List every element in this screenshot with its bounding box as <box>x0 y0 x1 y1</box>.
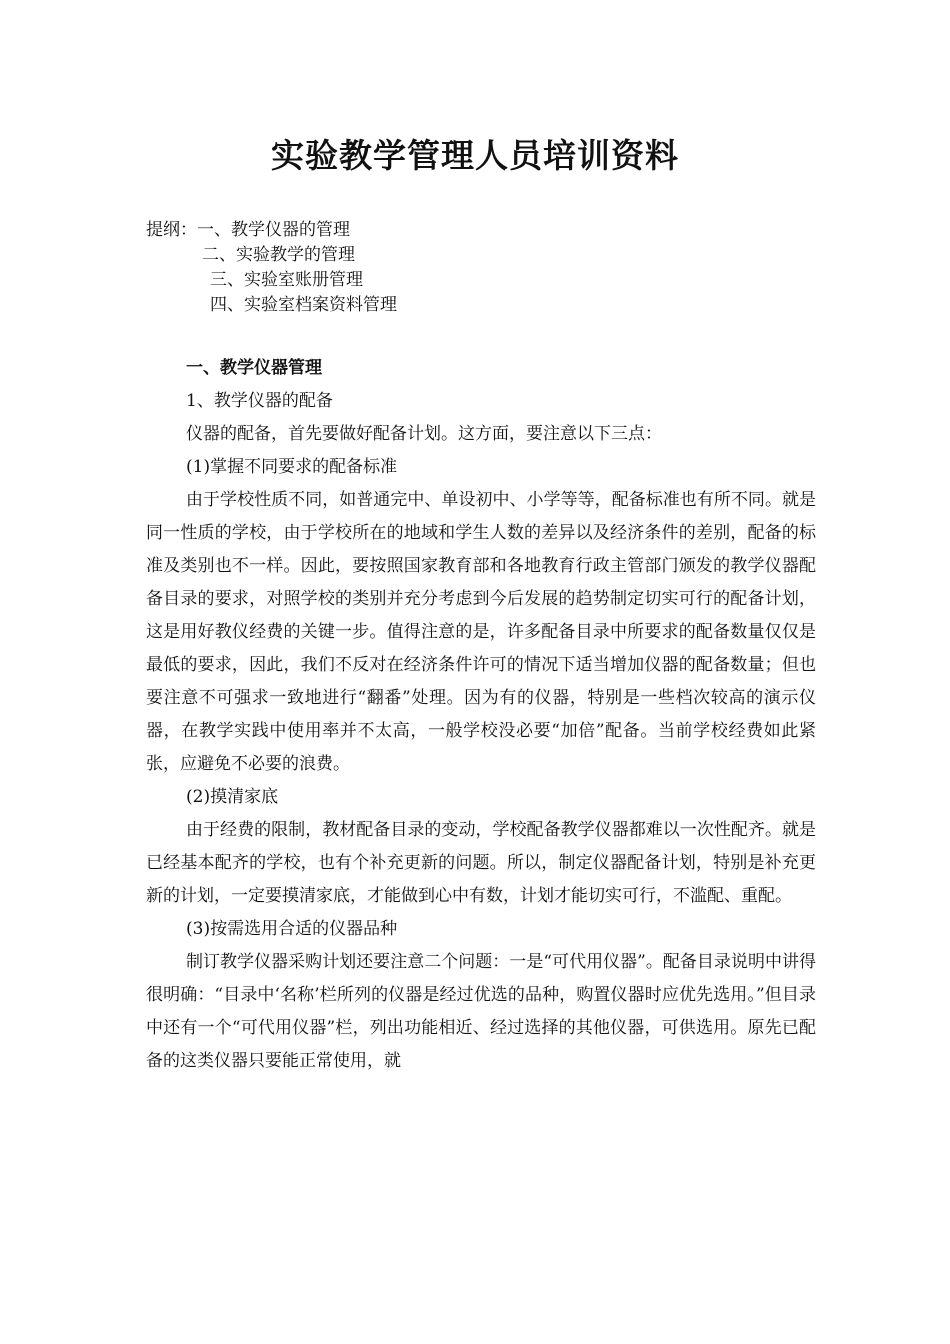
outline-label: 提纲： <box>146 220 197 240</box>
document-body <box>146 352 816 1078</box>
subsection-title: 1、教学仪器的配备 <box>186 391 333 411</box>
point-1-title: (1)掌握不同要求的配备标准 <box>186 457 398 477</box>
outline-item-1 <box>146 218 397 243</box>
intro-paragraph: 仪器的配备，首先要做好配备计划。这方面，要注意以下三点： <box>186 424 662 444</box>
outline-item-4: 四、实验室档案资料管理 <box>210 295 397 315</box>
point-3-title: (3)按需选用合适的仪器品种 <box>186 919 398 939</box>
outline-item-2: 二、实验教学的管理 <box>202 245 355 265</box>
point-1-paragraph: 由于学校性质不同，如普通完中、单设初中、小学等等，配备标准也有所不同。就是同一性质的学校，由于学校所在的地域和学生人数的差异以及经济条件的差别，配备的标准及类别也不一样。因此，要按照国家教育部和各地教育行政主管部门颁发的教学仪器配备目录的要求，对照学校的类别并充分考虑到今后发展的趋势制定切实可行的配备计划，这是用好教仪经费的关键一步。值得注意的是，许多配备目录中所要求的配备数量仅仅是最低的要求，因此，我们不反对在经济条件许可的情况下适当增加仪器的配备数量；但也要注意不可强求一致地进行“翻番”处理。因为有的仪器，特别是一些档次较高的演示仪器，在教学实践中使用率并不太高，一般学校没必要“加倍”配备。当前学校经费如此紧张，应避免不必要的浪费。 <box>146 490 816 774</box>
point-2-title: (2)摸清家底 <box>186 787 279 807</box>
section-heading: 一、教学仪器管理 <box>186 358 322 378</box>
outline <box>146 218 397 318</box>
outline-item-text: 一、教学仪器的管理 <box>197 220 350 240</box>
point-3-paragraph: 制订教学仪器采购计划还要注意二个问题：一是“可代用仪器”。配备目录说明中讲得很明确：“目录中‘名称’栏所列的仪器是经过优选的品种，购置仪器时应优先选用。”但目录中还有一个“可代用仪器”栏，列出功能相近、经过选择的其他仪器，可供选用。原先已配备的这类仪器只要能正常使用，就 <box>146 952 816 1071</box>
outline-item-3: 三、实验室账册管理 <box>210 270 363 290</box>
document-title: 实验教学管理人员培训资料 <box>271 136 679 175</box>
point-2-paragraph: 由于经费的限制，教材配备目录的变动，学校配备教学仪器都难以一次性配齐。就是已经基本配齐的学校，也有个补充更新的问题。所以，制定仪器配备计划，特别是补充更新的计划，一定要摸清家底，才能做到心中有数，计划才能切实可行，不滥配、重配。 <box>146 820 816 906</box>
